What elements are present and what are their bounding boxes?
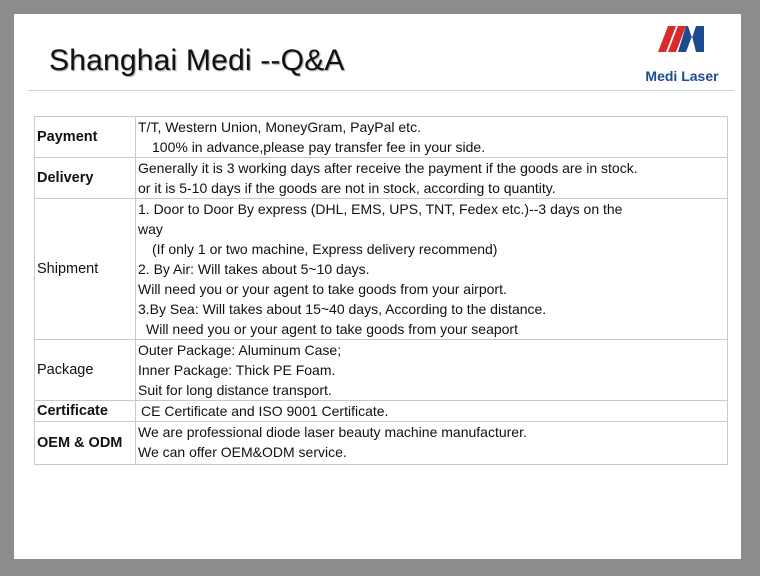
row-line: (If only 1 or two machine, Express delivery recommend): [152, 241, 498, 257]
logo-text: Medi Laser: [645, 68, 719, 84]
row-line: or it is 5-10 days if the goods are not in stock, according to quantity.: [138, 180, 556, 196]
row-value: [136, 422, 728, 465]
table-row-oem-odm: [35, 422, 728, 465]
row-value: [136, 158, 728, 199]
row-line: 1. Door to Door By express (DHL, EMS, UPS, TNT, Fedex etc.)--3 days on the: [138, 201, 623, 217]
row-value: [136, 199, 728, 340]
row-line: 2. By Air: Will takes about 5~10 days.: [138, 261, 370, 277]
row-label: Delivery: [35, 158, 136, 199]
table-row-delivery: [35, 158, 728, 199]
row-label: Payment: [35, 117, 136, 158]
table-row-certificate: [35, 401, 728, 422]
row-label: Certificate: [35, 401, 136, 422]
row-label: Shipment: [35, 199, 136, 340]
row-value: [136, 117, 728, 158]
row-line: 100% in advance,please pay transfer fee in your side.: [152, 139, 486, 155]
row-line: Outer Package: Aluminum Case;: [138, 342, 342, 358]
medi-laser-logo-icon: [656, 22, 712, 66]
row-line: We can offer OEM&ODM service.: [138, 444, 347, 460]
row-line: Inner Package: Thick PE Foam.: [138, 362, 336, 378]
table-row-payment: [35, 117, 728, 158]
page-title: Shanghai Medi --Q&A: [49, 44, 345, 77]
table-row-package: [35, 340, 728, 401]
row-line: way: [138, 221, 163, 237]
row-label: OEM & ODM: [35, 422, 136, 465]
row-line: Will need you or your agent to take goods from your seaport: [146, 321, 518, 337]
row-line: 3.By Sea: Will takes about 15~40 days, According to the distance.: [138, 301, 547, 317]
title-divider: [28, 90, 734, 91]
table-row-shipment: [35, 199, 728, 340]
row-value: [136, 340, 728, 401]
row-label: Package: [35, 340, 136, 401]
row-line: Suit for long distance transport.: [138, 382, 332, 398]
row-line: T/T, Western Union, MoneyGram, PayPal etc.: [138, 119, 421, 135]
qa-table: [34, 116, 728, 465]
row-line: CE Certificate and ISO 9001 Certificate.: [141, 403, 389, 419]
row-line: Will need you or your agent to take goods from your airport.: [138, 281, 507, 297]
row-line: Generally it is 3 working days after receive the payment if the goods are in stock.: [138, 160, 638, 176]
row-line: We are professional diode laser beauty machine manufacturer.: [138, 424, 527, 440]
company-logo: [636, 22, 728, 88]
row-value: [136, 401, 728, 422]
